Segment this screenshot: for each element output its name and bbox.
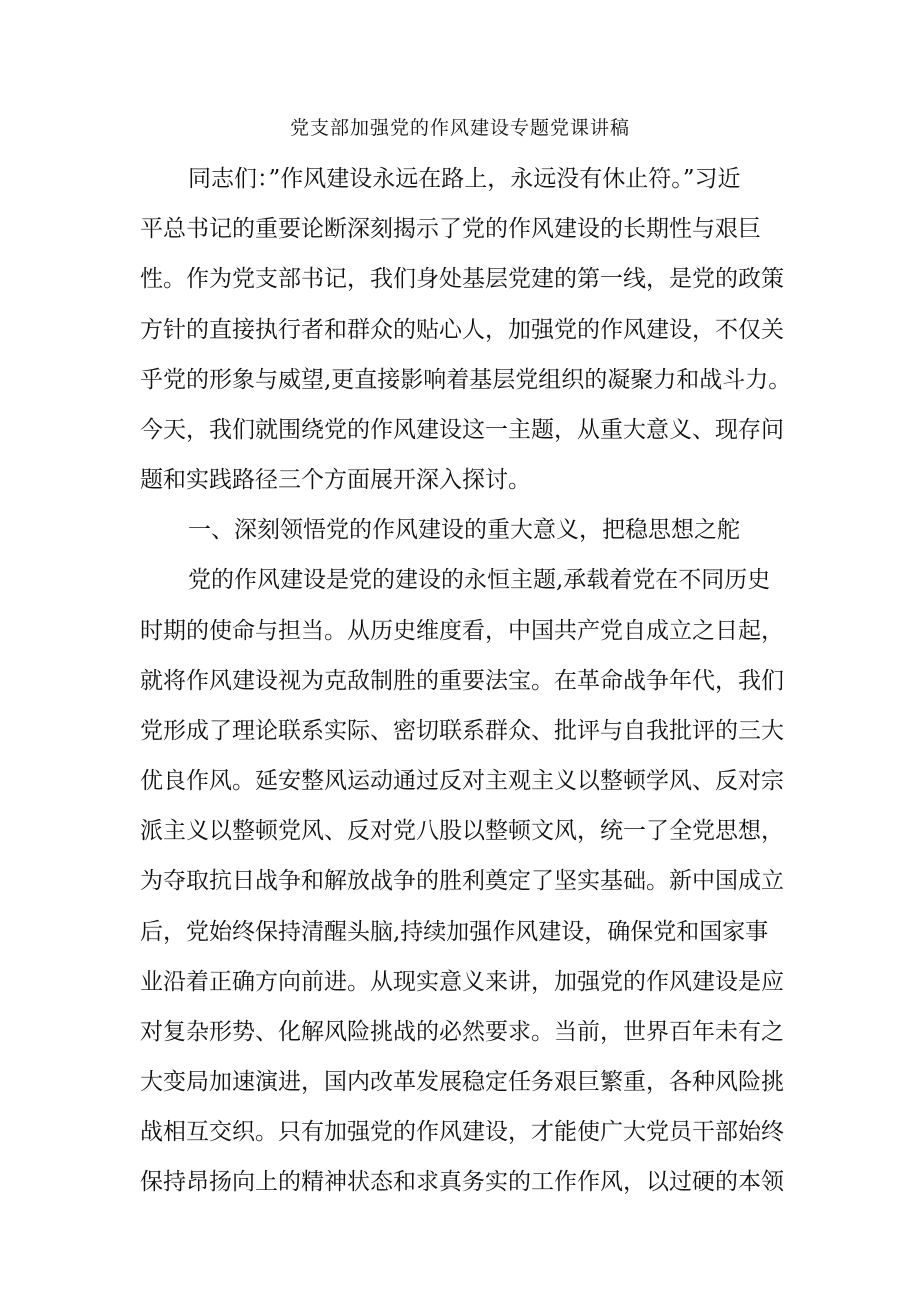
section-heading-1: 一、深刻领悟党的作风建设的重大意义，把稳思想之舵 (188, 517, 740, 543)
document-title: 党支部加强党的作风建设专题党课讲稿 (289, 117, 630, 139)
body-line-13: 保持昂扬向上的精神状态和求真务实的工作作风，以过硬的本领 (140, 1169, 784, 1195)
body-line-10: 对复杂形势、化解风险挑战的必然要求。当前，世界百年未有之 (140, 1019, 784, 1045)
body-line-8: 后，党始终保持清醒头脑,持续加强作风建设，确保党和国家事 (140, 919, 769, 945)
intro-line-6: 今天，我们就围绕党的作风建设这一主题，从重大意义、现存问 (140, 417, 784, 443)
body-line-5: 优良作风。延安整风运动通过反对主观主义以整顿学风、反对宗 (140, 768, 784, 794)
intro-line-7: 题和实践路径三个方面展开深入探讨。 (140, 467, 531, 493)
body-line-3: 就将作风建设视为克敌制胜的重要法宝。在革命战争年代，我们 (140, 668, 784, 694)
body-line-11: 大变局加速演进，国内改革发展稳定任务艰巨繁重，各种风险挑 (140, 1069, 784, 1095)
body-line-6: 派主义以整顿党风、反对党八股以整顿文风，统一了全党思想， (140, 818, 784, 844)
body-line-9: 业沿着正确方向前进。从现实意义来讲，加强党的作风建设是应 (140, 969, 784, 995)
body-line-2: 时期的使命与担当。从历史维度看，中国共产党自成立之日起， (140, 618, 784, 644)
intro-line-3: 性。作为党支部书记，我们身处基层党建的第一线，是党的政策 (140, 266, 784, 292)
body-line-12: 战相互交织。只有加强党的作风建设，才能使广大党员干部始终 (140, 1119, 784, 1145)
intro-line-4: 方针的直接执行者和群众的贴心人，加强党的作风建设，不仅关 (140, 317, 784, 343)
intro-line-2: 平总书记的重要论断深刻揭示了党的作风建设的长期性与艰巨 (140, 216, 761, 242)
intro-line-1: 同志们：”作风建设永远在路上，永远没有休止符。”习近 (188, 166, 741, 192)
body-line-4: 党形成了理论联系实际、密切联系群众、批评与自我批评的三大 (140, 718, 784, 744)
body-line-1: 党的作风建设是党的建设的永恒主题,承载着党在不同历史 (188, 567, 771, 593)
intro-line-5: 乎党的形象与威望,更直接影响着基层党组织的凝聚力和战斗力。 (140, 367, 792, 393)
body-line-7: 为夺取抗日战争和解放战争的胜利奠定了坚实基础。新中国成立 (140, 868, 784, 894)
